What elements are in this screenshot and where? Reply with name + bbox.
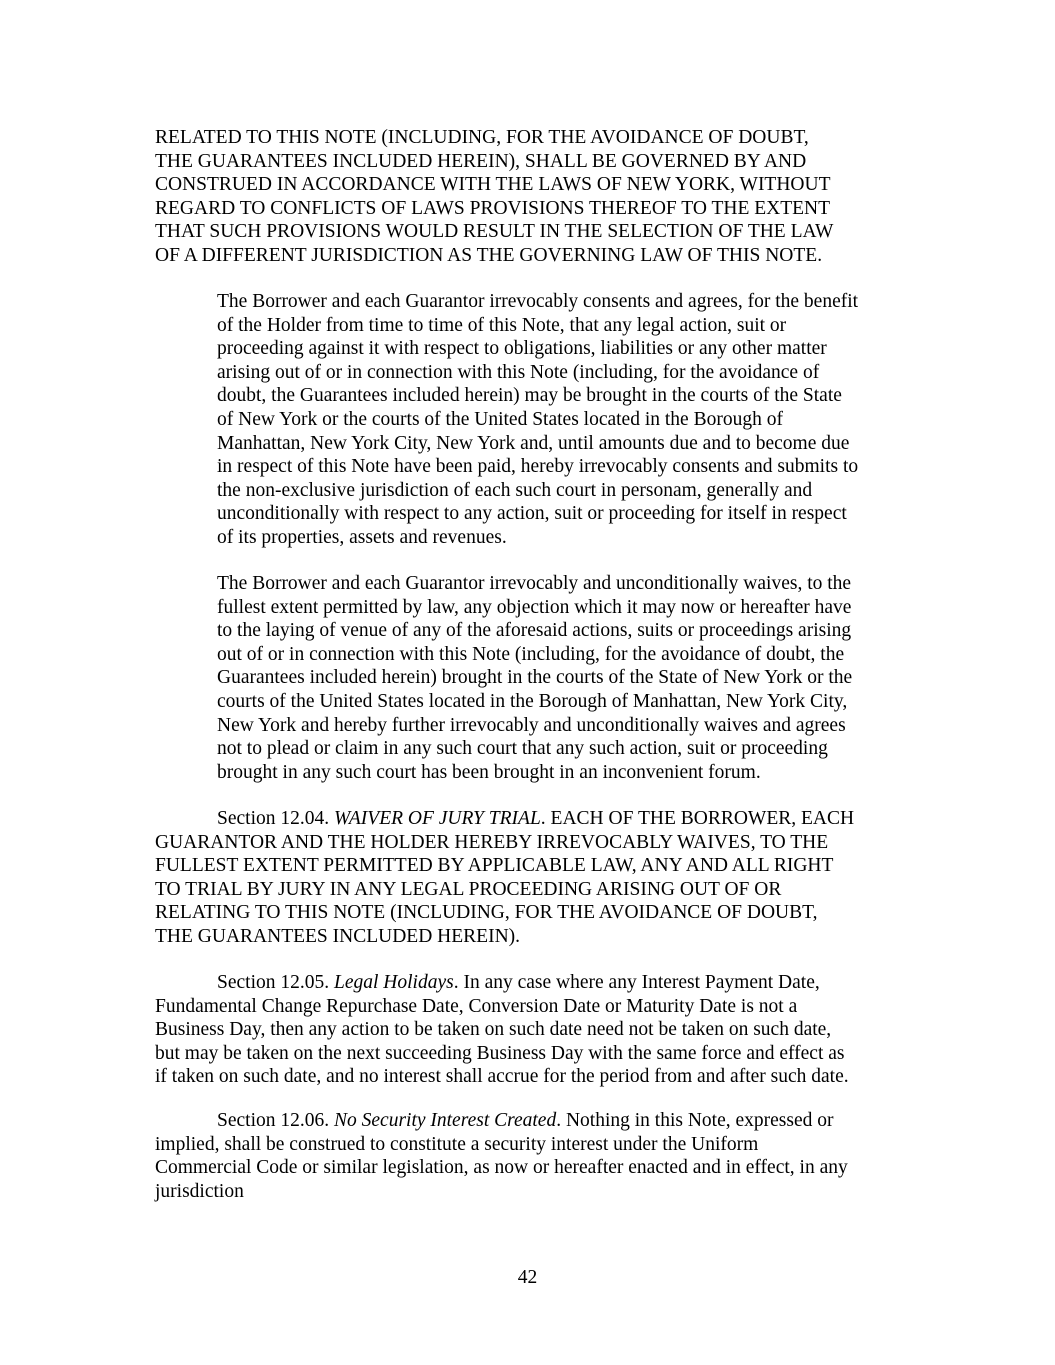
text-line: OF A DIFFERENT JURISDICTION AS THE GOVERNING LAW OF THIS NOTE. (155, 244, 823, 266)
section-number: Section 12.05. (217, 972, 330, 993)
section-12-04-paragraph (155, 807, 900, 949)
text-line: THAT SUCH PROVISIONS WOULD RESULT IN THE SELECTION OF THE LAW (155, 221, 834, 243)
section-number: Section 12.06. (217, 1110, 330, 1131)
text-line: Commercial Code or similar legislation, as now or hereafter enacted and in effect, in any (155, 1157, 848, 1179)
section-heading: Legal Holidays (334, 972, 454, 993)
text-line: RELATING TO THIS NOTE (INCLUDING, FOR THE AVOIDANCE OF DOUBT, (155, 902, 818, 924)
text-line: RELATED TO THIS NOTE (INCLUDING, FOR THE AVOIDANCE OF DOUBT, (155, 127, 809, 148)
text-line: but may be taken on the next succeeding Business Day with the same force and effect as (155, 1042, 845, 1064)
text-line: arising out of or in connection with this Note (including, for the avoidance of (217, 361, 820, 383)
text-line: TO TRIAL BY JURY IN ANY LEGAL PROCEEDING ARISING OUT OF OR (155, 878, 782, 900)
text-line: Guarantees included herein) brought in the courts of the State of New York or the (217, 667, 853, 689)
text-line: implied, shall be construed to constitute a security interest under the Uniform (155, 1133, 759, 1155)
text-line: to the laying of venue of any of the aforesaid actions, suits or proceedings arising (217, 620, 852, 642)
text-line: jurisdiction (155, 1180, 244, 1202)
text-line: Fundamental Change Repurchase Date, Conversion Date or Maturity Date is not a (155, 995, 798, 1017)
governing-law-paragraph (155, 126, 900, 268)
text-line: the non-exclusive jurisdiction of each such court in personam, generally and (217, 479, 813, 501)
text-line: Business Day, then any action to be taken on such date need not be taken on such date, (155, 1019, 832, 1041)
text-line: Manhattan, New York City, New York and, until amounts due and to become due (217, 432, 850, 454)
section-12-05-paragraph (155, 971, 900, 1089)
section-text: . Nothing in this Note, expressed or (556, 1110, 834, 1131)
text-line (155, 1109, 900, 1133)
jurisdiction-consent-paragraph (217, 290, 902, 550)
text-line: unconditionally with respect to any action, suit or proceeding for itself in respect (217, 503, 847, 525)
text-line: doubt, the Guarantees included herein) may be brought in the courts of the State (217, 385, 842, 407)
text-line: GUARANTOR AND THE HOLDER HEREBY IRREVOCABLY WAIVES, TO THE (155, 831, 829, 853)
text-line: fullest extent permitted by law, any objection which it may now or hereafter have (217, 596, 852, 618)
section-12-06-paragraph (155, 1109, 900, 1203)
text-line: courts of the United States located in the Borough of Manhattan, New York City, (217, 690, 848, 712)
text-line (155, 807, 900, 831)
text-line: THE GUARANTEES INCLUDED HEREIN), SHALL BE GOVERNED BY AND (155, 150, 807, 172)
page-number: 42 (517, 1267, 538, 1288)
text-line (155, 971, 900, 995)
section-heading: No Security Interest Created (334, 1110, 557, 1131)
text-line: The Borrower and each Guarantor irrevocably and unconditionally waives, to the (217, 573, 852, 594)
text-line: in respect of this Note have been paid, hereby irrevocably consents and submits to (217, 456, 859, 478)
section-text: . In any case where any Interest Payment Date, (453, 972, 820, 993)
text-line: CONSTRUED IN ACCORDANCE WITH THE LAWS OF NEW YORK, WITHOUT (155, 174, 831, 196)
text-line: if taken on such date, and no interest shall accrue for the period from and after such date. (155, 1066, 849, 1088)
venue-waiver-paragraph (217, 572, 902, 784)
text-line: out of or in connection with this Note (including, for the avoidance of doubt, the (217, 643, 845, 665)
text-line: The Borrower and each Guarantor irrevocably consents and agrees, for the benefit (217, 291, 859, 312)
text-line: THE GUARANTEES INCLUDED HEREIN). (155, 925, 521, 947)
text-line: New York and hereby further irrevocably and unconditionally waives and agrees (217, 714, 846, 736)
text-line: proceeding against it with respect to obligations, liabilities or any other matter (217, 338, 827, 360)
text-line: REGARD TO CONFLICTS OF LAWS PROVISIONS THEREOF TO THE EXTENT (155, 197, 831, 219)
text-line: brought in any such court has been brought in an inconvenient forum. (217, 761, 761, 783)
section-number: Section 12.04. (217, 808, 330, 829)
text-line: of the Holder from time to time of this Note, that any legal action, suit or (217, 314, 787, 336)
section-text: . EACH OF THE BORROWER, EACH (540, 808, 855, 829)
text-line: of its properties, assets and revenues. (217, 526, 507, 548)
text-line: FULLEST EXTENT PERMITTED BY APPLICABLE LAW, ANY AND ALL RIGHT (155, 855, 834, 877)
text-line: not to plead or claim in any such court that any such action, suit or proceeding (217, 738, 828, 760)
text-line: of New York or the courts of the United States located in the Borough of (217, 408, 783, 430)
section-heading: WAIVER OF JURY TRIAL (334, 808, 541, 829)
